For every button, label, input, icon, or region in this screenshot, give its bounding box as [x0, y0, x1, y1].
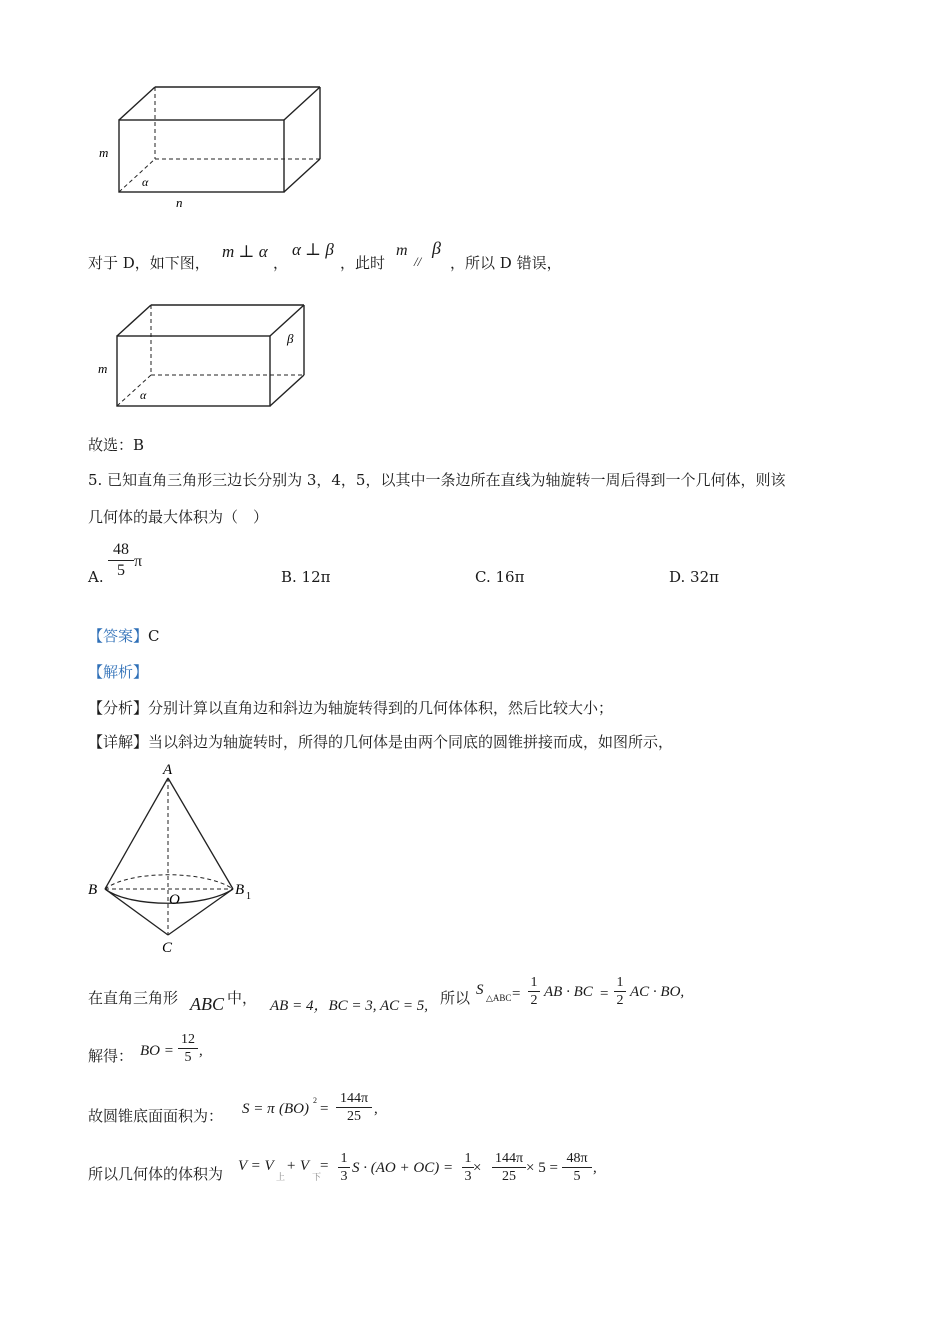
step2-prefix: 解得： — [88, 1047, 134, 1065]
step3-eq: = — [320, 1101, 329, 1117]
step4-frac-4 — [562, 1150, 592, 1185]
step3-prefix: 故圆锥底面面积为： — [88, 1107, 224, 1125]
option-a-pi: π — [134, 553, 143, 570]
label-alpha-2: α — [140, 388, 147, 402]
step2-frac — [178, 1031, 198, 1066]
step4-den5: 5 — [573, 1169, 581, 1184]
step1-frac-b — [614, 974, 626, 1009]
step1-frac-b-den: 2 — [616, 993, 624, 1008]
option-c: C. 16π — [475, 568, 525, 586]
step1-ab-bc: AB · BC — [544, 984, 593, 1000]
option-a-num: 48 — [108, 540, 134, 561]
step4-frac-3 — [492, 1150, 526, 1185]
fenxi-text: 分别计算以直角边和斜边为轴旋转得到的几何体体积，然后比较大小； — [148, 699, 614, 717]
step3-exp: 2 — [313, 1096, 317, 1105]
step2-lhs: BO = — [140, 1043, 174, 1059]
option-d: D. 32π — [669, 568, 719, 586]
step3-tail: , — [374, 1101, 378, 1117]
label-alpha: α — [142, 175, 149, 189]
sep1: ， — [273, 254, 289, 272]
step4-num48: 48π — [562, 1150, 592, 1168]
step3-lhs: S = π — [242, 1101, 275, 1117]
option-d-suffix: ，所以 D 错误， — [450, 254, 562, 272]
step1-frac-a — [528, 974, 540, 1009]
option-b: B. 12π — [281, 568, 331, 586]
option-a-fraction — [108, 540, 134, 581]
xiangjie-text: 当以斜边为轴旋转时，所得的几何体是由两个同底的圆锥拼接而成，如图所示， — [148, 733, 674, 751]
m-perp-alpha: m ⊥ α — [222, 242, 268, 261]
box-figure-1 — [90, 80, 330, 215]
sep2: ，此时 — [340, 254, 386, 272]
step2-tail: , — [199, 1043, 203, 1059]
label-m: m — [99, 145, 109, 160]
cone-label-a: A — [163, 762, 173, 778]
step1-so: 所以 — [440, 989, 471, 1007]
step4-sub-up: 上 — [276, 1172, 286, 1182]
alpha-perp-beta: α ⊥ β — [292, 240, 334, 259]
step4-times1: × — [473, 1160, 482, 1176]
choose-line: 故选：B — [88, 436, 145, 454]
label-beta: β — [287, 331, 294, 346]
step1-frac-a-den: 2 — [530, 993, 538, 1008]
step4-plus: + V — [286, 1158, 310, 1174]
cone-label-b: B — [88, 882, 98, 898]
step1-frac-b-num: 1 — [614, 974, 626, 992]
parallel-symbol: // — [414, 254, 422, 269]
step3-bo: (BO) — [279, 1101, 309, 1117]
beta-symbol: β — [432, 238, 441, 258]
step4-s-part: S · (AO + OC) = — [352, 1160, 454, 1176]
step1-eq: = — [512, 986, 521, 1002]
step4-one-2: 1 — [462, 1150, 474, 1168]
option-a-label: A. — [88, 568, 104, 586]
step4-one: 1 — [338, 1150, 350, 1168]
step1-prefix: 在直角三角形 — [88, 989, 179, 1007]
step1-abc: ABC — [190, 994, 224, 1014]
cone-label-o: O — [169, 892, 180, 908]
xiangjie-tag: 【详解】 — [88, 733, 149, 751]
step4-num144: 144π — [492, 1150, 526, 1168]
step2-den: 5 — [184, 1050, 192, 1065]
step4-tail: , — [593, 1160, 597, 1176]
step4-times5: × 5 = — [526, 1160, 558, 1176]
step4-frac-1 — [338, 1150, 350, 1185]
step1-frac-a-num: 1 — [528, 974, 540, 992]
question-line-2: 几何体的最大体积为（ ） — [88, 508, 269, 526]
step1-mid: 中， — [227, 989, 258, 1007]
box-figure-2 — [90, 298, 320, 413]
cone-label-b1: B — [235, 882, 245, 898]
question-line-1: 5. 已知直角三角形三边长分别为 3，4，5，以其中一条边所在直线为轴旋转一周后得到一个几何体，则该 — [88, 471, 786, 489]
step2-num: 12 — [178, 1031, 198, 1049]
step1-s-sub: △ABC — [486, 993, 512, 1003]
step3-den: 25 — [347, 1109, 361, 1124]
step4-eq: = — [320, 1158, 329, 1174]
label-m-2: m — [98, 361, 108, 376]
m-symbol: m — [396, 242, 408, 259]
answer-tag: 【答案】 — [88, 627, 149, 645]
double-cone-figure — [85, 758, 265, 958]
step4-three: 3 — [340, 1169, 348, 1184]
step4-lhs: V = V — [238, 1158, 274, 1174]
answer-value: C — [148, 627, 160, 645]
step4-three-2: 3 — [464, 1169, 472, 1184]
step3-frac — [336, 1090, 372, 1125]
step1-s: S — [476, 982, 484, 998]
step3-num: 144π — [336, 1090, 372, 1108]
step1-ac-bo: AC · BO, — [630, 984, 685, 1000]
step4-sub-down: 下 — [312, 1172, 322, 1182]
step4-den25: 25 — [502, 1169, 516, 1184]
option-d-prefix: 对于 D，如下图， — [88, 254, 210, 272]
step4-prefix: 所以几何体的体积为 — [88, 1165, 224, 1183]
step1-sides: AB = 4，BC = 3, AC = 5, — [270, 998, 429, 1014]
fenxi-tag: 【分析】 — [88, 699, 149, 717]
option-a-den: 5 — [117, 562, 125, 579]
cone-label-c: C — [162, 940, 173, 956]
label-n: n — [176, 195, 183, 210]
step1-eq-2: = — [600, 986, 609, 1002]
cone-label-b1-sub: 1 — [246, 891, 251, 902]
analysis-tag: 【解析】 — [88, 663, 149, 681]
